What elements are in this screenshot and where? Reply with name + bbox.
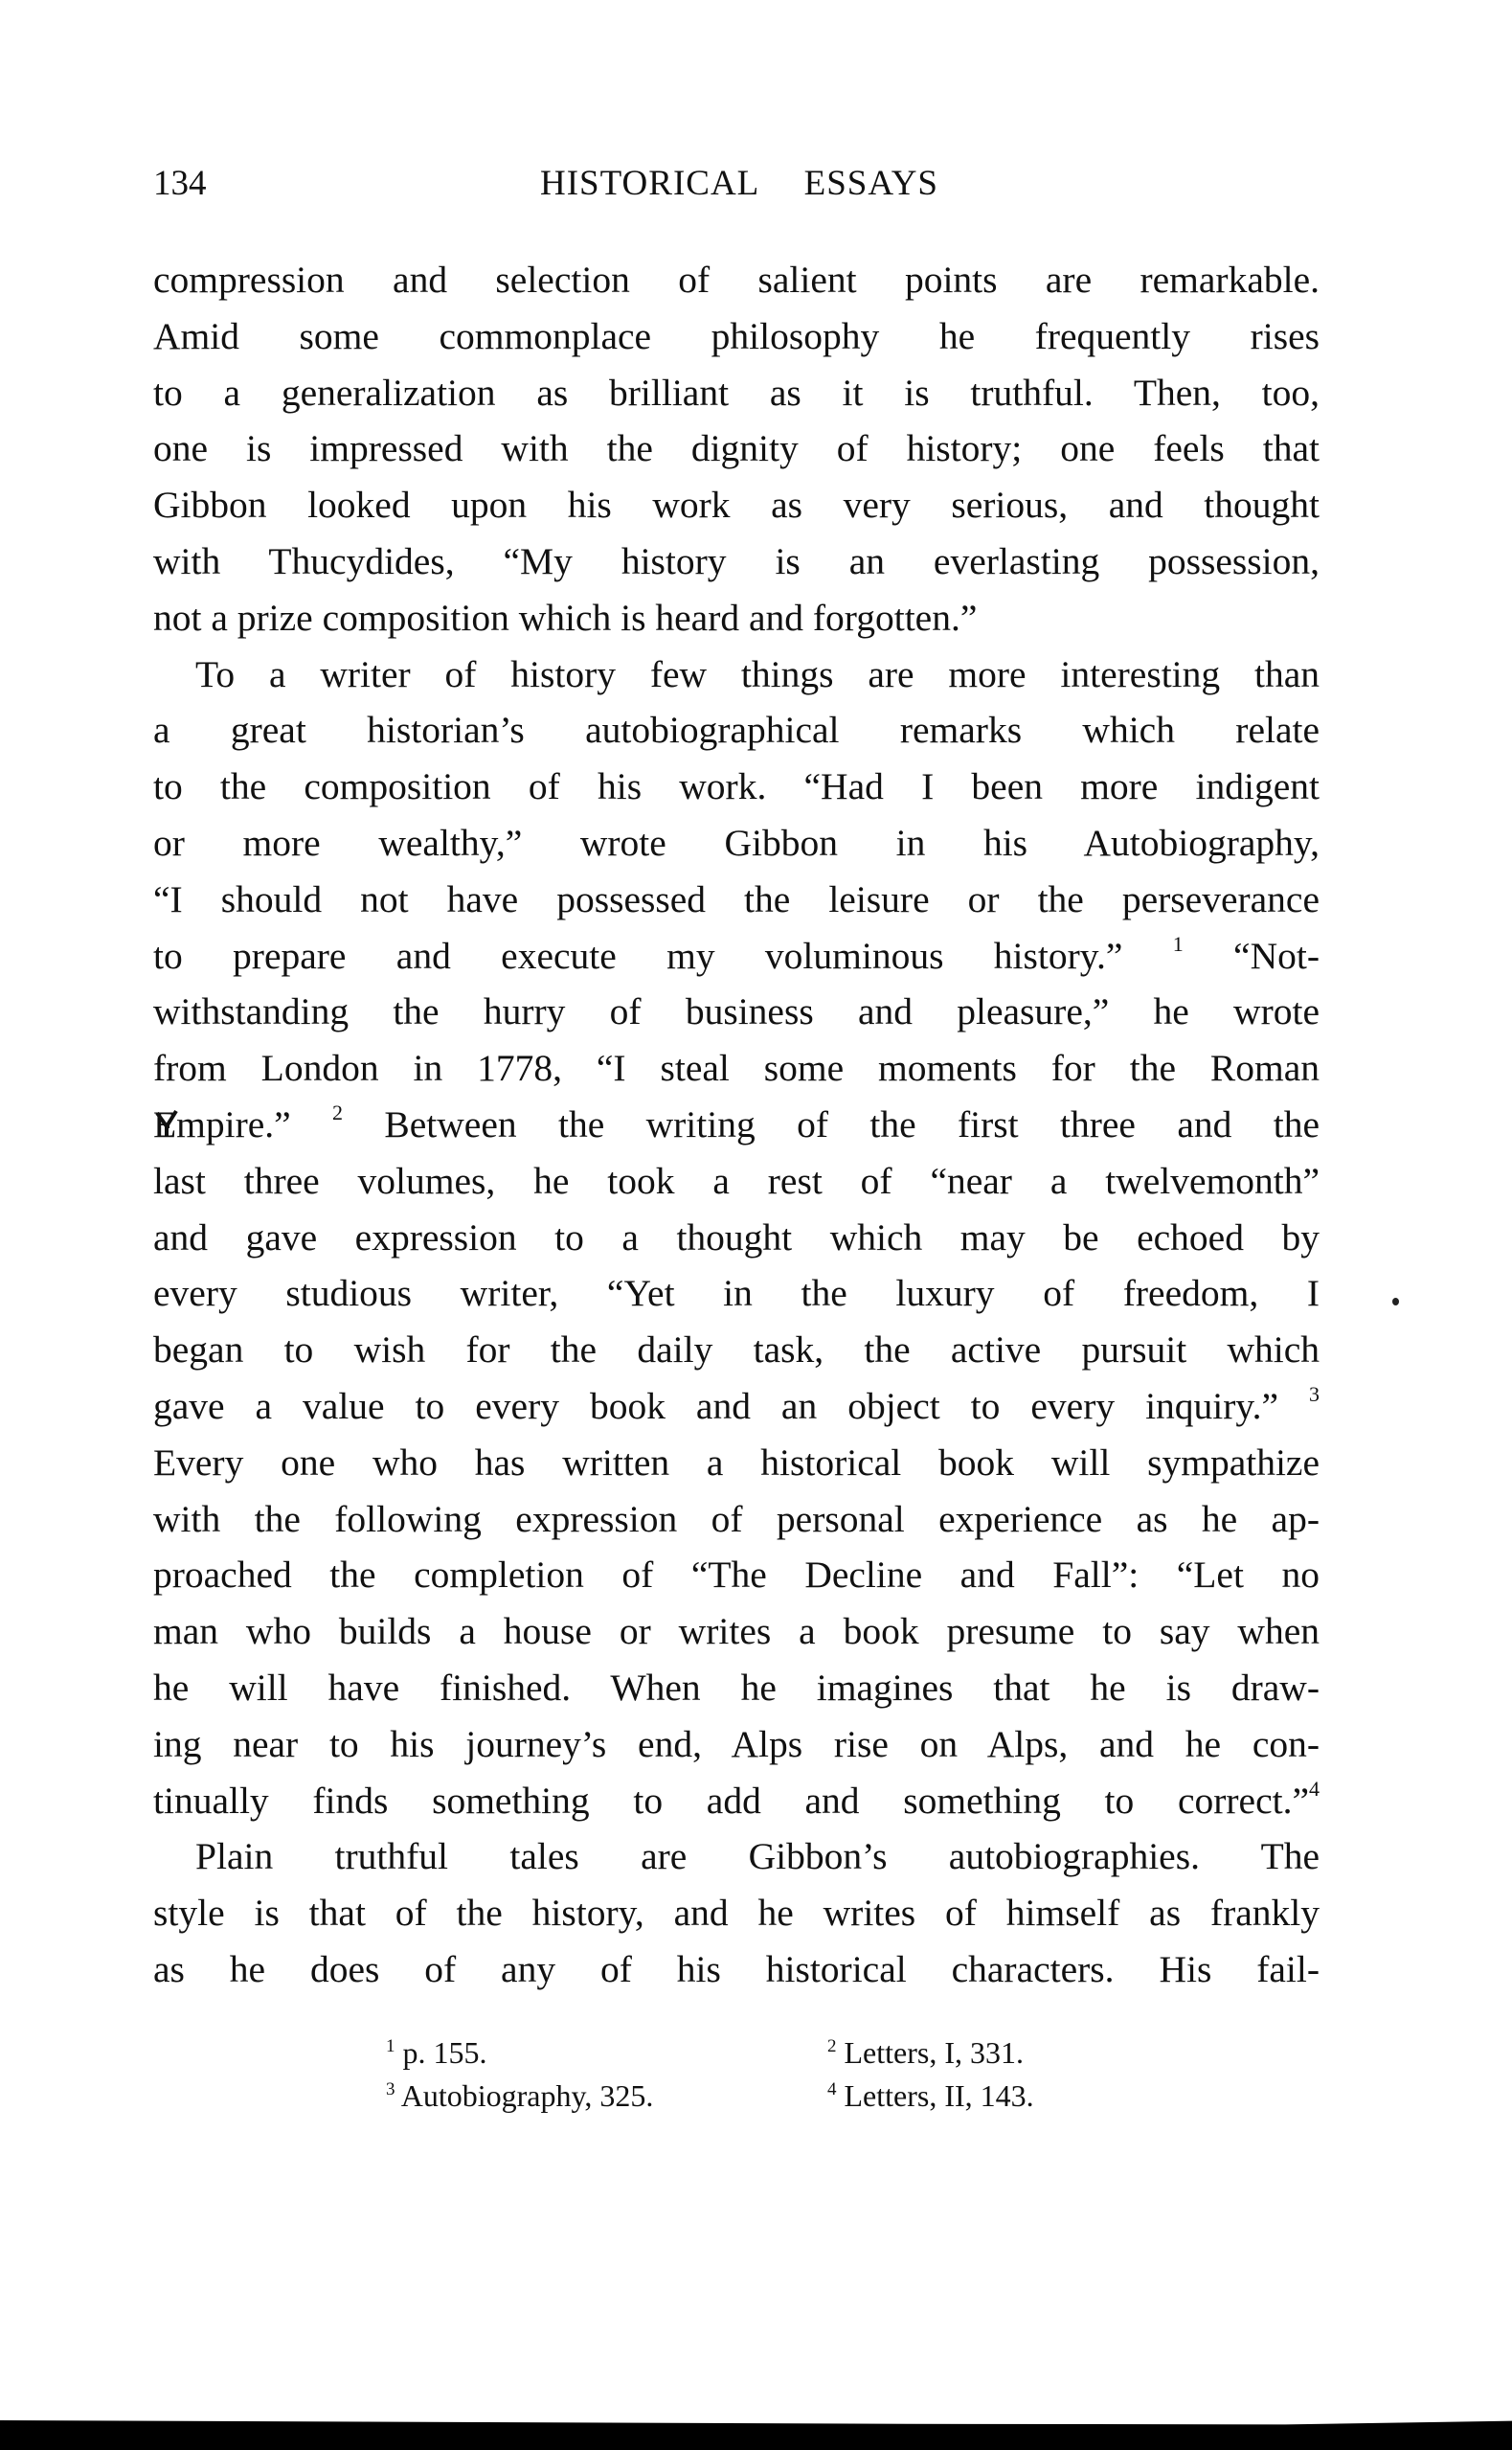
- text-run: ing near to his journey’s end, Alps rise on Alps, and he con-: [153, 1722, 1320, 1765]
- text-run: gave a value to every book and an object to every inquiry.”: [153, 1384, 1309, 1427]
- footnote-mark: 3: [386, 2079, 395, 2099]
- text-run: Amid some commonplace philosophy he frequently rises: [153, 314, 1320, 357]
- footnote-3: [386, 2076, 653, 2115]
- text-line: [153, 1885, 1320, 1941]
- text-line: [153, 647, 1320, 703]
- text-run: Plain truthful tales are Gibbon’s autobiographies. The: [195, 1835, 1320, 1878]
- text-run: proached the completion of “The Decline and Fall”: “Let no: [153, 1554, 1320, 1597]
- text-line: [153, 1660, 1320, 1716]
- text-line: [153, 759, 1320, 815]
- margin-check-mark-icon: [155, 1109, 178, 1138]
- text-run: man who builds a house or writes a book presume to say when: [153, 1610, 1320, 1653]
- footnote-reference: 2: [332, 1100, 344, 1124]
- footnote-reference: 4: [1309, 1776, 1320, 1801]
- text-run: to prepare and execute my voluminous history.”: [153, 934, 1173, 977]
- footnote-1: [386, 2033, 487, 2072]
- text-line: [153, 420, 1320, 477]
- text-line: [153, 1040, 1320, 1097]
- text-line: [153, 1941, 1320, 1998]
- text-run: began to wish for the daily task, the active pursuit which: [153, 1328, 1320, 1372]
- text-line: [153, 1828, 1320, 1885]
- text-line: [153, 533, 1320, 590]
- text-run: to a generalization as brilliant as it is truthful. Then, too,: [153, 371, 1320, 414]
- text-line: [153, 1153, 1320, 1210]
- text-run: Empire.”: [153, 1102, 333, 1146]
- text-run: every studious writer, “Yet in the luxury of freedom, I: [153, 1272, 1320, 1315]
- text-line: [153, 1435, 1320, 1491]
- text-run: Gibbon looked upon his work as very serious, and thought: [153, 484, 1320, 527]
- text-line: [153, 477, 1320, 533]
- text-run: last three volumes, he took a rest of “near a twelvemonth”: [153, 1159, 1320, 1202]
- text-run: tinually finds something to add and something to correct.”: [153, 1779, 1309, 1822]
- text-line: [153, 1603, 1320, 1660]
- footnote-text: Letters, I, 331.: [844, 2035, 1024, 2070]
- text-run: one is impressed with the dignity of history; one feels that: [153, 427, 1320, 470]
- text-line: [153, 1322, 1320, 1378]
- text-run: “I should not have possessed the leisure or the perseverance: [153, 877, 1320, 920]
- text-run: to the composition of his work. “Had I been more indigent: [153, 765, 1320, 808]
- footnote-mark: 2: [827, 2036, 837, 2056]
- text-line: [153, 1716, 1320, 1773]
- text-line: [153, 252, 1320, 308]
- text-line: [153, 365, 1320, 421]
- footnote-4: [827, 2076, 1034, 2115]
- footnote-text: Letters, II, 143.: [844, 2078, 1034, 2113]
- text-line: [153, 1378, 1320, 1435]
- text-run: he will have finished. When he imagines that he is draw-: [153, 1666, 1320, 1709]
- body-text: [153, 252, 1320, 1998]
- text-run: with Thucydides, “My history is an everlasting possession,: [153, 539, 1320, 582]
- text-line: [153, 308, 1320, 365]
- text-line: [153, 984, 1320, 1040]
- footnote-mark: 4: [827, 2079, 837, 2099]
- page-number: 134: [153, 164, 207, 203]
- text-run: and gave expression to a thought which may be echoed by: [153, 1215, 1320, 1259]
- text-run: or more wealthy,” wrote Gibbon in his Autobiography,: [153, 821, 1320, 864]
- footnote-mark: 1: [386, 2036, 395, 2056]
- text-line: [153, 590, 1320, 647]
- text-line: [153, 1210, 1320, 1266]
- text-run: with the following expression of personal experience as he ap-: [153, 1497, 1320, 1540]
- text-run: from London in 1778, “I steal some moments for the Roman: [153, 1047, 1320, 1090]
- text-line: [153, 702, 1320, 759]
- text-line: [153, 1491, 1320, 1548]
- text-line: [153, 1265, 1320, 1322]
- text-line: [153, 928, 1320, 985]
- text-run: “Not-: [1183, 934, 1320, 977]
- footnote-2: [827, 2033, 1024, 2072]
- text-run: style is that of the history, and he writes of himself as frankly: [153, 1892, 1320, 1935]
- text-run: compression and selection of salient points are remarkable.: [153, 259, 1320, 301]
- text-line: [153, 1097, 1320, 1153]
- ink-spot: [1392, 1298, 1399, 1305]
- text-line: [153, 815, 1320, 872]
- text-line: [153, 872, 1320, 928]
- text-run: a great historian’s autobiographical remarks which relate: [153, 709, 1320, 752]
- text-run: Between the writing of the first three and the: [343, 1102, 1320, 1146]
- text-line: [153, 1773, 1320, 1829]
- footnote-text: p. 155.: [402, 2035, 487, 2070]
- running-title: HISTORICAL ESSAYS: [540, 164, 938, 203]
- text-line: [153, 1547, 1320, 1603]
- footnote-text: Autobiography, 325.: [400, 2078, 654, 2113]
- text-run: Every one who has written a historical book will sympathize: [153, 1441, 1320, 1484]
- scan-edge-bar: [0, 2420, 1512, 2450]
- text-run: not a prize composition which is heard and forgotten.”: [153, 596, 978, 639]
- text-run: as he does of any of his historical characters. His fail-: [153, 1947, 1320, 1990]
- text-run: withstanding the hurry of business and pleasure,” he wrote: [153, 990, 1320, 1033]
- footnote-reference: 1: [1172, 931, 1184, 956]
- text-run: To a writer of history few things are more interesting than: [195, 652, 1320, 695]
- footnote-reference: 3: [1309, 1381, 1320, 1406]
